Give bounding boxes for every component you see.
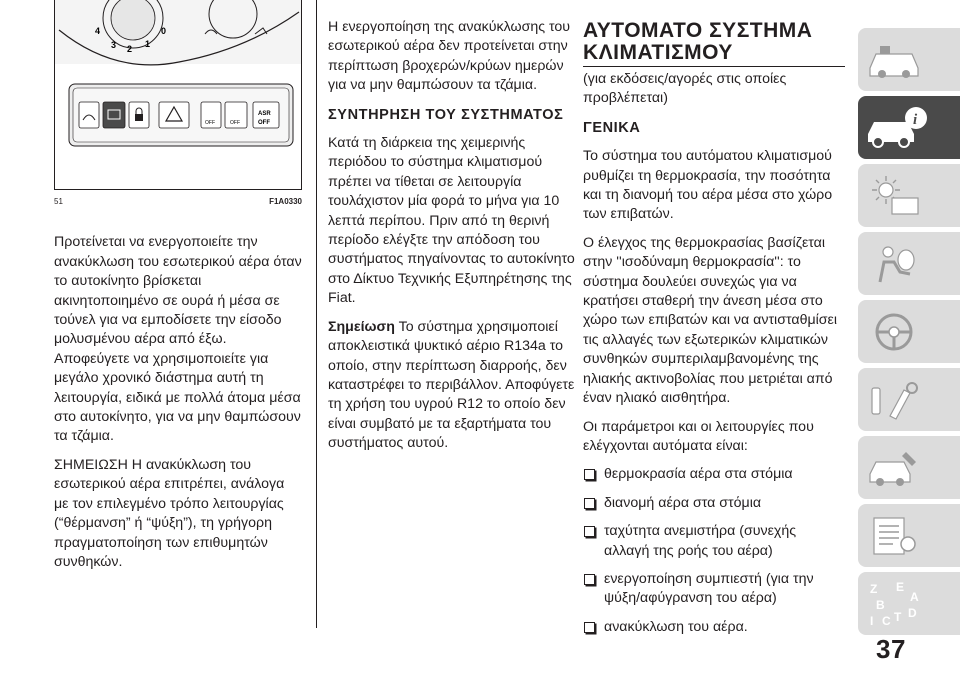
chapter-tab-emergency[interactable] bbox=[858, 368, 960, 431]
door-lock-button bbox=[129, 102, 149, 128]
climate-control-panel-drawing bbox=[55, 0, 302, 190]
chapter-tab-dashboard[interactable] bbox=[858, 28, 960, 91]
paragraph: Κατά τη διάρκεια της χειμερινής περιόδου το σύστημα κλιματισμού πρέπει να τίθεται σε λειτουργία τουλάχιστον μία φορά το μήνα για 10 λεπτά περίπου. Πριν από τη θερινή περίοδο ελέγξτε την απόδοση του συστήματος πηγαίνοντας το αυτοκίνητο στο Δίκτυο Τεχνικής Εξυπηρέτησης της Fiat. bbox=[328, 135, 575, 307]
button-label-off: OFF bbox=[258, 120, 270, 126]
breakdown-tools-icon bbox=[866, 378, 922, 422]
button-label-off: OFF bbox=[205, 120, 215, 126]
paragraph: Οι παράμετροι και οι λειτουργίες που ελέγχονται αυτόματα είναι: bbox=[583, 418, 814, 454]
dial-number: 4 bbox=[95, 26, 101, 36]
asr-off-button bbox=[253, 102, 279, 128]
column-middle bbox=[328, 18, 580, 463]
note-text: Το σύστημα χρησιμοποιεί αποκλειστικά ψυκτικό αέριο R134a το οποίο, στην περίπτωση διαρροής, δεν καταστρέφει το περιβάλλον. Αποφύγετε τη χρήση του υγρού R12 το οποίο δεν είναι συμβατό με τα εξαρτήματα του συστήματος αυτού. bbox=[328, 318, 575, 452]
index-letter: A bbox=[910, 589, 919, 604]
chapter-tab-safety[interactable] bbox=[858, 232, 960, 295]
section-heading-general: ΓΕΝΙΚΑ bbox=[583, 119, 641, 136]
index-letter: T bbox=[894, 609, 902, 624]
index-letter: B bbox=[876, 597, 885, 612]
note-paragraph: ΣΗΜΕΙΩΣΗ Η ανακύκλωση του εσωτερικού αέρα επιτρέπει, ανάλογα με τον επιλεγμένο τρόπο λειτουργίας (“θέρμανση” ή “ψύξη”), τη γρήγορη πραγματοποίηση των επιθυμητών συνθηκών. bbox=[54, 456, 285, 570]
hazard-lights-button bbox=[159, 102, 189, 128]
function-list bbox=[583, 465, 845, 637]
section-title-line: ΚΛΙΜΑΤΙΣΜΟΥ bbox=[583, 41, 733, 64]
index-letter: D bbox=[908, 605, 917, 620]
car-dashboard-icon bbox=[866, 38, 922, 82]
specifications-list-icon bbox=[866, 514, 922, 558]
index-letter: I bbox=[870, 613, 874, 628]
figure-caption bbox=[54, 192, 302, 211]
chapter-sidebar bbox=[858, 28, 960, 640]
section-heading-maintenance: ΣΥΝΤΗΡΗΣΗ ΤΟΥ ΣΥΣΤΗΜΑΤΟΣ bbox=[328, 106, 564, 123]
alphabetical-index-icon bbox=[866, 579, 926, 629]
airbag-off-button bbox=[225, 102, 247, 128]
title-rule bbox=[583, 66, 845, 67]
list-item: διανομή αέρα στα στόμια bbox=[583, 494, 845, 513]
chapter-tab-specifications[interactable] bbox=[858, 504, 960, 567]
paragraph: Προτείνεται να ενεργοποιείτε την ανακύκλωση του εσωτερικού αέρα όταν το αυτοκίνητο βρίσκεται ακινητοποιημένο σε ουρά ή μέσα σε τούνελ για να εμποδίσετε την είσοδο μολυσμένου αέρα από έξω. Αποφεύγετε να χρησιμοποιείτε για μεγάλο χρονικό διάστημα αυτή τη λειτουργία, ειδικά με πολλά άτομα μέσα στο αυτοκίνητο, για να μην θαμπώσουν τα τζάμια. bbox=[54, 234, 302, 445]
maintenance-car-icon bbox=[866, 446, 922, 490]
chapter-tab-index[interactable] bbox=[858, 572, 960, 635]
column-divider bbox=[316, 0, 317, 628]
dial-number: 2 bbox=[127, 44, 133, 54]
chapter-tab-warning-lights[interactable] bbox=[858, 164, 960, 227]
note-label: Σημείωση bbox=[328, 318, 395, 335]
figure-code: F1A0330 bbox=[269, 197, 302, 206]
section-title-line: ΑΥΤΟΜΑΤΟ ΣΥΣΤΗΜΑ bbox=[583, 19, 813, 42]
section-subtitle: (για εκδόσεις/αγορές στις οποίες προβλέπεται) bbox=[583, 71, 787, 107]
dial-number: 3 bbox=[111, 40, 117, 50]
list-item: θερμοκρασία αέρα στα στόμια bbox=[583, 465, 845, 484]
dial-number: 1 bbox=[145, 39, 151, 49]
figure-label: 51 bbox=[54, 197, 63, 206]
rear-defrost-button bbox=[103, 102, 125, 128]
paragraph: Ο έλεγχος της θερμοκρασίας βασίζεται στην ''ισοδύναμη θερμοκρασία'': το σύστημα δουλεύει συνεχώς για να κρατήσει σταθερή την άνεση μέσα στο χώρο των επιβατών και να αντισταθμίσει τις αλλαγές των εξωτερικών κλιματικών συνθηκών συμπεριλαμβανομένης της ηλιακής ακτινοβολίας που μετριέται από έναν ηλιακό αισθητήρα. bbox=[583, 234, 838, 407]
page-number: 37 bbox=[876, 634, 906, 664]
list-item: ταχύτητα ανεμιστήρα (συνεχής αλλαγή της ροής του αέρα) bbox=[583, 522, 845, 561]
chapter-tab-maintenance[interactable] bbox=[858, 436, 960, 499]
paragraph: Η ενεργοποίηση της ανακύκλωσης του εσωτερικού αέρα δεν προτείνεται στην περίπτωση βροχερών/κρύων ημερών για να μην θαμπώσουν τα τζάμια. bbox=[328, 19, 571, 94]
button-label-off: OFF bbox=[230, 120, 240, 126]
index-letter: C bbox=[882, 613, 891, 628]
chapter-tab-driving[interactable] bbox=[858, 300, 960, 363]
list-item: ανακύκλωση του αέρα. bbox=[583, 618, 845, 637]
column-right bbox=[583, 20, 845, 646]
note-paragraph bbox=[328, 318, 580, 454]
chapter-tab-info[interactable] bbox=[858, 96, 960, 159]
car-info-icon bbox=[866, 104, 930, 152]
steering-wheel-icon bbox=[866, 310, 922, 354]
warning-lights-icon bbox=[866, 174, 922, 218]
info-glyph: i bbox=[913, 111, 918, 128]
index-letter: E bbox=[896, 579, 905, 594]
fuel-cut-off-button bbox=[201, 102, 221, 128]
paragraph: Το σύστημα του αυτόματου κλιματισμού ρυθμίζει τη θερμοκρασία, την ποσότητα και τη διανομή του αέρα μέσα στο χώρο των επιβατών. bbox=[583, 148, 833, 223]
list-item: ενεργοποίηση συμπιεστή (για την ψύξη/αφύγρανση του αέρα) bbox=[583, 570, 845, 609]
column-left bbox=[54, 0, 302, 581]
figure-climate-control-panel bbox=[54, 0, 302, 190]
index-letter: Z bbox=[870, 581, 878, 596]
section-title bbox=[583, 20, 845, 64]
button-label-asr: ASR bbox=[258, 111, 271, 117]
recirculation-button bbox=[79, 102, 99, 128]
dial-number: 0 bbox=[161, 26, 167, 36]
airbag-person-icon bbox=[866, 242, 922, 286]
